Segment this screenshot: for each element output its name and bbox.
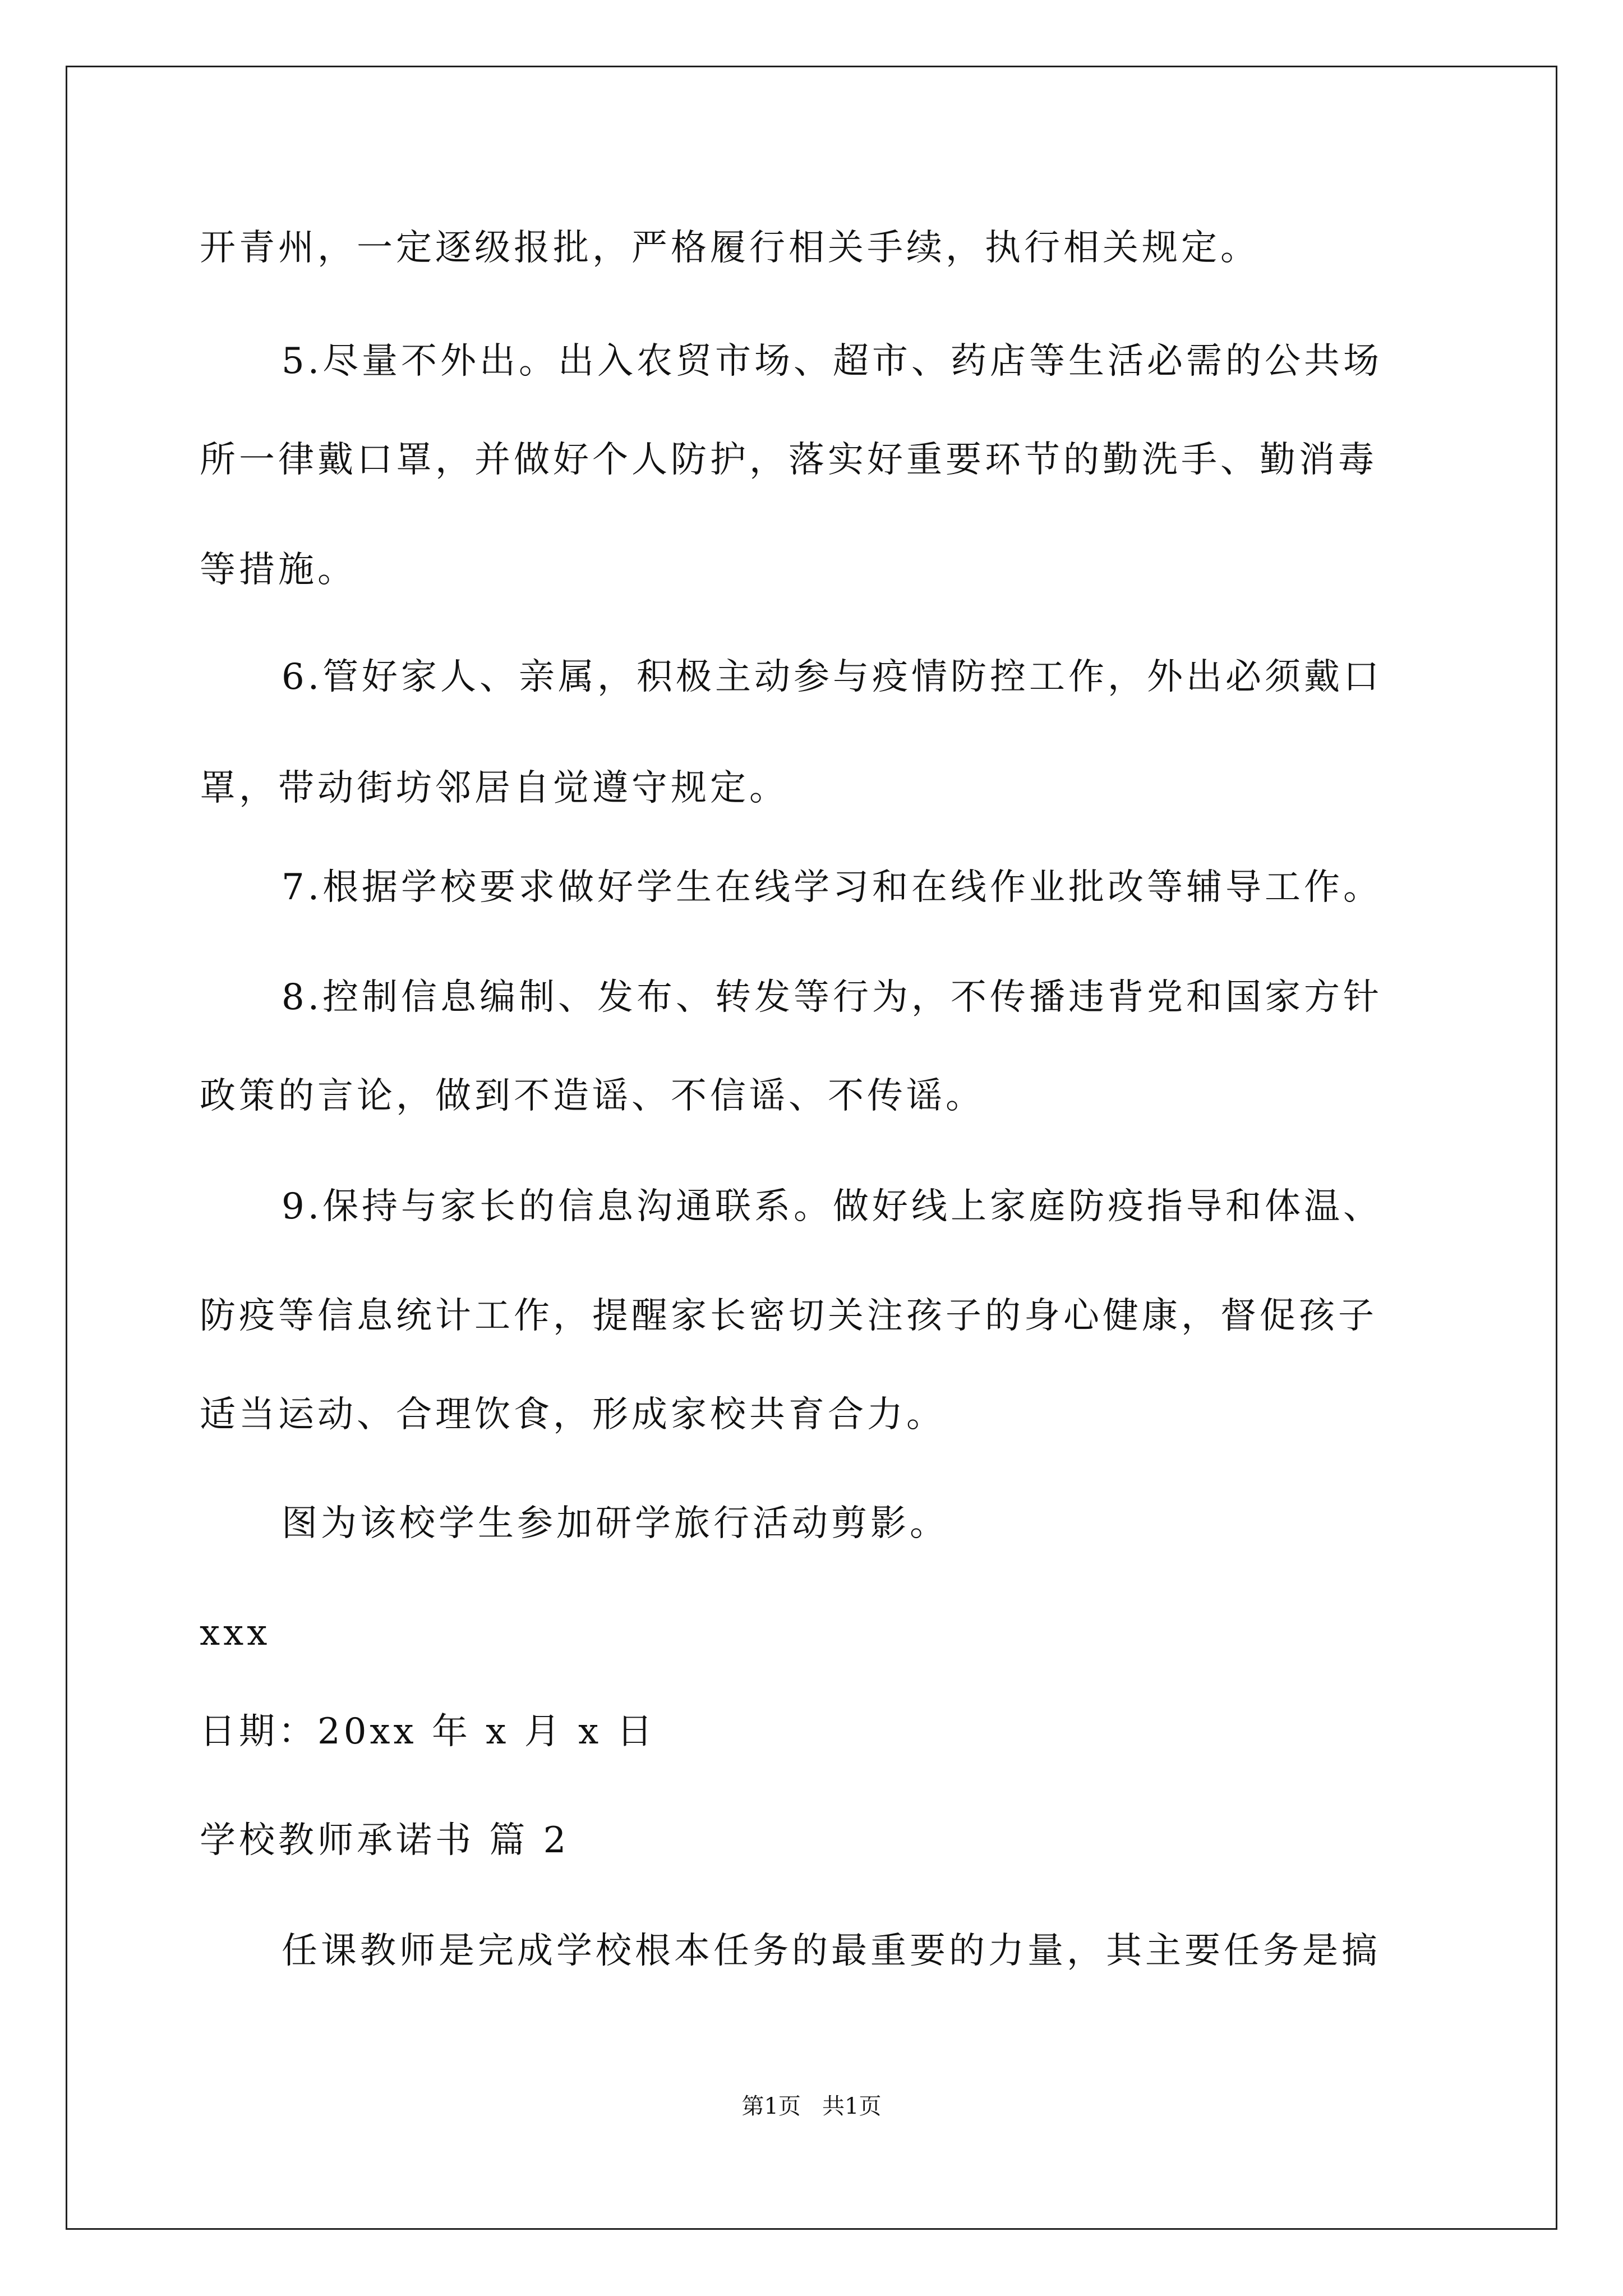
text-line-11: 防疫等信息统计工作，提醒家长密切关注孩子的身心健康，督促孩子 [200, 1295, 1377, 1337]
text-line-13: 图为该校学生参加研学旅行活动剪影。 [282, 1503, 949, 1544]
text-line-2: 5.尽量不外出。出入农贸市场、超市、药店等生活必需的公共场 [282, 341, 1383, 382]
text-line-1: 开青州，一定逐级报批，严格履行相关手续，执行相关规定。 [200, 227, 1260, 269]
text-line-6: 罩，带动街坊邻居自觉遵守规定。 [200, 767, 789, 809]
date-line: 日期：20xx 年 x 月 x 日 [200, 1711, 656, 1752]
text-line-3: 所一律戴口罩，并做好个人防护，落实好重要环节的勤洗手、勤消毒 [200, 439, 1377, 481]
text-line-7: 7.根据学校要求做好学生在线学习和在线作业批改等辅导工作。 [282, 867, 1383, 908]
section-heading: 学校教师承诺书 篇 2 [200, 1820, 570, 1861]
page-footer: 第1页 共1页 [741, 2093, 882, 2119]
page-border [66, 66, 1557, 2230]
text-line-9: 政策的言论，做到不造谣、不信谣、不传谣。 [200, 1075, 985, 1117]
text-line-12: 适当运动、合理饮食，形成家校共育合力。 [200, 1394, 946, 1435]
text-line-4: 等措施。 [200, 549, 357, 591]
text-line-8: 8.控制信息编制、发布、转发等行为，不传播违背党和国家方针 [282, 977, 1383, 1018]
text-line-10: 9.保持与家长的信息沟通联系。做好线上家庭防疫指导和体温、 [282, 1186, 1383, 1227]
text-line-17: 任课教师是完成学校根本任务的最重要的力量，其主要任务是搞 [282, 1930, 1381, 1972]
signature-line: xxx [200, 1612, 271, 1654]
text-line-5: 6.管好家人、亲属，积极主动参与疫情防控工作，外出必须戴口 [282, 656, 1383, 698]
